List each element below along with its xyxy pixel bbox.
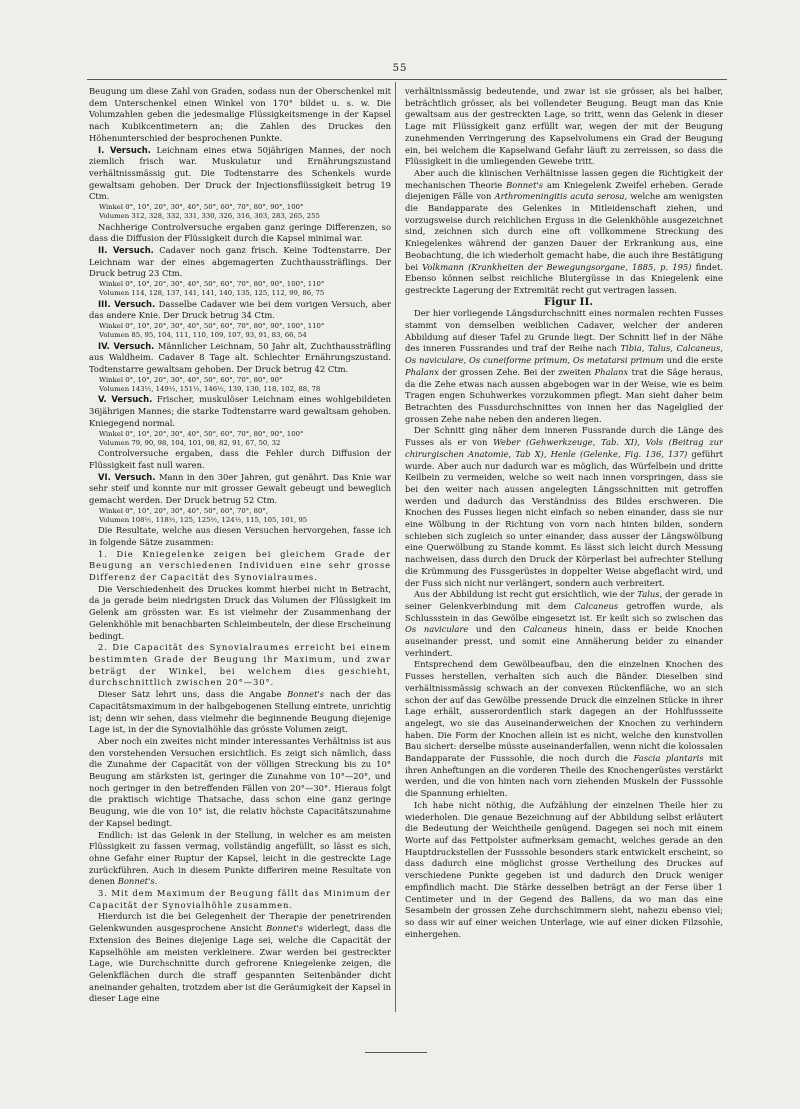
author-name: Bonnet's (287, 689, 325, 700)
data-row: Volumen 312, 328, 332, 331, 330, 326, 316, 303, 283, 265, 255 (99, 212, 320, 221)
figure-title: Figur II. (543, 295, 594, 308)
paragraph (405, 308, 723, 425)
experiment-text: Dasselbe Cadaver wie bei dem vorigen Versuch, aber das andere Knie. Der Druck betrug 34 Ctm. (89, 298, 391, 321)
paragraph: verhältnissmässig bedeutende, und zwar ist sie grösser, als bei halber, beträchtlich grösser, als bei vollendeter Beugung. Beugt man das Knie gewaltsam aus der gestreckten Lage, so tritt, wenn das Gelenk in dieser Lage mit Flüssigkeit ganz erfüllt war, wegen der mit der Beugung zunehmenden Verringerung des Kapselvolumens ein Grad der Beugung ein, bei welchem die Kapselwand Gefahr läuft zu zerreissen, so dass die Flüssigkeit in die umliegenden Gewebe tritt. (405, 86, 723, 167)
text-run: Der Schnitt ging näher dem inneren Fussrande durch die Länge des Fusses als er von (405, 425, 723, 448)
text-run: der grossen Zehe. Bei der zweiten (442, 366, 592, 377)
text-run: trat die Säge heraus, da die Zehe etwas nach aussen abgebogen war in der Weise, wie es beim Tragen engen Schuhwerkes vorzukommen pflegt. Man sieht daher beim Betrachten des Fussdurchschnittes von innen her das Nagelglied der grossen Zehe nahe neben den anderen liegen. (405, 366, 723, 424)
result-statement: 1. Die Kniegelenke zeigen bei gleichem Grade der Beugung an verschiedenen Individuen eine sehr grosse Differenz der Capacität des Synovialraumes. (89, 548, 391, 583)
term: Phalanx (594, 366, 629, 377)
data-row: Winkel 0°, 10°, 20°, 30°, 40°, 50°, 60°, 70°, 80°, 90°, 100°, 110° (99, 280, 325, 289)
text-run: findet. Ebenso können selbst reichliche Blutergüsse in das Kniegelenk eine gestreckte Lagerung der Extremität recht gut vertragen lassen. (405, 261, 723, 295)
term: Calcaneus (574, 600, 619, 611)
text-run: welche am wenigsten die Bandapparate des Gelenkes in Mitleidenschaft ziehen, und vorzugsweise durch reichlichen Erguss in die Gelenkhöhle ausgezeichnet sind, zeichnen sich durch eine oft vollkommene Streckung des Kniegelenkes während der ganzen Dauer der Erkrankung aus, eine Beobachtung, die ich wiederholt gemacht habe, die auch ihre Bestätigung bei (405, 191, 723, 272)
text-run: Der hier vorliegende Längsdurchschnitt eines normalen rechten Fusses stammt von demselben weiblichen Cadaver, welcher der anderen Abbildung auf dieser Tafel zu Grunde liegt. Der Schnitt lief in der Nähe des inneren Fussrandes und traf der Reihe nach (405, 308, 723, 354)
text-run: widerlegt, dass die Extension des Beines diejenige Lage sei, welche die Capacität der Kapselhöhle am meisten verkleinere. Zwar werden bei gestreckter Lage, wie Durchschnitte durch gefrorene Kniegelenke zeigen, die Gelenkflächen durch die straff gespannten Seitenbänder dicht aneinander gehalten, trotzdem aber ist die Geräumigkeit der Kapsel in dieser Lage eine (89, 923, 391, 1004)
data-row: Volumen 85, 95, 104, 111, 110, 109, 107, 93, 91, 83, 66, 54 (99, 331, 307, 340)
term: Phalanx (405, 366, 439, 377)
paragraph (89, 911, 391, 1005)
experiment-heading: III. Versuch. (98, 298, 156, 309)
paragraph (89, 689, 391, 736)
text-run: getroffen wurde, als Schlussstein in das Gewölbe eingesetzt ist. Er keilt sich so zwischen das (405, 600, 723, 623)
text-run: Dieser Satz lehrt uns, dass die Angabe (98, 689, 282, 700)
text-run: Entsprechend dem Gewölbeaufbau, den die einzelnen Knochen des Fusses herstellen, verhalten sich auch die Bänder. Dieselben sind verhältnissmässig schwach an der convexen Rückenfläche, wo an sich schon der auf das Gewölbe pressende Druck die einzelnen Stücke in ihrer Lage erhält, ausserordentlich stark dagegen an der Hohlfussseite angelegt, wo sie das Auseinanderweichen der Knochen zu verhindern haben. Die Form der Knochen allein ist es nicht, welche den kunstvollen Bau sichert: derselbe müsste auseinanderfallen, wenn nicht die kolossalen Bandapparate der Fusssohle, die noch durch die (405, 659, 723, 764)
text-run: Endlich: ist das Gelenk in der Stellung, in welcher es am meisten Flüssigkeit zu fassen vermag, vollständig angefüllt, so lässt es sich, ohne Gefahr einer Ruptur der Kapsel, leicht in die gestreckte Lage zurückführen. Auch in diesem Punkte differiren meine Resultate von denen (89, 829, 391, 887)
author-name: Bonnet's (266, 923, 304, 934)
paragraph: Beugung um diese Zahl von Graden, sodass nun der Oberschenkel mit dem Unterschenkel einen Winkel von 170° bildet u. s. w. Die Volumzahlen geben die jedesmalige Flüssigkeitsmenge in der Kapsel nach Kubikcentimetern an; die Zahlen des Druckes den Höhenunterschied der besprochenen Punkte. (89, 86, 391, 143)
experiment-3 (89, 299, 391, 322)
paragraph: Die Resultate, welche aus diesen Versuchen hervorgehen, fasse ich in folgende Sätze zusammen: (89, 525, 391, 547)
data-row: Volumen 143½, 149½, 151½, 146½, 139, 130, 118, 102, 88, 78 (99, 385, 321, 394)
author-name: Bonnet's. (117, 876, 158, 887)
paragraph: Nachherige Controlversuche ergaben ganz geringe Differenzen, so dass die Diffusion der Flüssigkeit durch die Kapsel minimal war. (89, 221, 391, 244)
text-run: am Kniegelenk Zweifel erheben. Gerade diejenigen Fälle von (405, 179, 723, 202)
data-row: Winkel 0°, 10°, 20°, 30°, 40°, 50°, 60°, 70°, 80°, 90°, 100° (99, 203, 304, 212)
paragraph: Die Verschiedenheit des Druckes kommt hierbei nicht in Betracht, da ja gerade beim niedrigsten Druck das Volumen der Flüssigkeit im Gelenk am grössten war. Es ist vielmehr der Zusammenhang der Gelenkhöhle mit benachbarten Schleimbeuteln, der diese Erscheinung bedingt. (89, 583, 391, 641)
text-run: geführt wurde. Aber auch nur dadurch war es möglich, das Würfelbein und dritte Keilbein zu vermeiden, welche so weit nach innen vorspringen, dass sie bei den weiter nach aussen angelegten Längsschnitten mit getroffen werden und dadurch das Verständniss des Bildes erschweren. Die Knochen des Fusses liegen nicht einfach so neben einander, dass sie nur eine Wölbung in der Richtung von vorn nach hinten bilden, sondern schieben sich zugleich so unter einander, dass ausser der Längswölbung eine Querwölbung zu Stande kommt. Es lässt sich leicht durch Messung nachweisen, dass durch den Druck der Körperlast bei aufrechter Stellung die Krümmung des Fussgerüstes in doppelter Weise abgeflacht wird, und der Fuss sich nicht nur verlängert, sondern auch verbreitert. (405, 448, 723, 588)
experiment-heading: II. Versuch. (98, 245, 154, 256)
left-column (89, 86, 391, 1016)
paragraph (405, 659, 723, 799)
text-run: mit ihren Anheftungen an die vorderen Theile des Knochengerüstes verstärkt werden, und die von hinten nach vorn ziehenden Muskeln der Fusssohle die Spannung erhielten. (405, 753, 723, 799)
text-run: hinein, dass er beide Knochen auseinander presst, und somit eine Annäherung beider zu einander verhindert. (405, 624, 723, 658)
experiment-4 (89, 341, 391, 376)
experiment-text: Mann in den 30er Jahren, gut genährt. Das Knie war sehr steif und konnte nur mit grosser Gewalt gebeugt und beweglich gemacht werden. Der Druck betrug 52 Ctm. (89, 471, 391, 505)
term: Fascia plantaris (633, 753, 704, 764)
paragraph (405, 425, 723, 589)
author-name: Bonnet's (506, 179, 544, 190)
paragraph (405, 168, 723, 297)
text-run: Hierdurch ist die bei Gelegenheit der Therapie der penetrirenden Gelenkwunden ausgesprochene Ansicht (89, 911, 391, 934)
footer-rule (365, 1052, 427, 1053)
paragraph (89, 830, 391, 889)
term: Calcaneus (523, 624, 568, 635)
text-run: der gerade in seiner Gelenkverbindung mit dem (405, 589, 723, 611)
text-run: Aber auch die klinischen Verhältnisse lassen gegen die Richtigkeit der mechanischen Theorie (405, 167, 723, 190)
term: Talus, (637, 589, 663, 600)
paragraph (405, 589, 723, 659)
data-row: Winkel 0°, 10°, 20°, 30°, 40°, 50°, 60°, 70°, 80°, 90°, 100° (99, 429, 304, 438)
term: Os naviculare (405, 624, 469, 635)
term: Tibia, Talus, Calcaneus, Os naviculare, Os cuneiforme primum, Os metatarsi primum (405, 343, 723, 366)
experiment-1 (89, 145, 391, 204)
page-number: 55 (392, 63, 408, 74)
column-divider (395, 82, 396, 1012)
text-run: und den (476, 624, 516, 635)
data-row: Winkel 0°, 10°, 20°, 30°, 40°, 50°, 60°, 70°, 80°, 90°, 100°, 110° (99, 322, 325, 331)
experiment-heading: VI. Versuch. (98, 471, 156, 482)
experiment-heading: I. Versuch. (98, 144, 151, 155)
text-run: nach der das Capacitätsmaximum in der halbgebogenen Stellung eintrete, unrichtig ist; denn wir sehen, dass vielmehr die beginnende Beugung diejenige Lage ist, in der die Synovialhöhle das grösste Volumen zeigt. (89, 689, 391, 735)
experiment-text: Frischer, muskulöser Leichnam eines wohlgebildeten 36jährigen Mannes; die starke Todtenstarre ward gewaltsam gehoben. Kniegegend normal. (89, 394, 391, 428)
result-statement: 2. Die Capacität des Synovialraumes erreicht bei einem bestimmten Grade der Beugung ihr Maximum, und zwar beträgt der Winkel, bei welchem dies geschieht, durchschnittlich zwischen 20°—30°. (89, 642, 391, 688)
experiment-text: Leichnam eines etwa 50jährigen Mannes, der noch ziemlich frisch war. Muskulatur und Ernährungszustand verhältnissmässig gut. Die Todtenstarre des Schenkels wurde gewaltsam gehoben. Der Druck der Injectionsflüssigkeit betrug 19 Ctm. (89, 144, 391, 202)
right-column (405, 86, 723, 1016)
experiment-heading: V. Versuch. (98, 394, 153, 405)
term: Arthromeningitis acuta serosa, (494, 191, 628, 202)
data-row: Volumen 108½, 118½, 125, 125½, 124½, 115, 105, 101, 95 (99, 515, 308, 524)
text-run: und die erste (666, 355, 723, 366)
citation: Weber (Gehwerkzeuge, Tab. XI), Vols (Beitrag zur chirurgischen Anatomie, Tab X), Henle (Gelenke, Fig. 136, 137) (405, 437, 723, 459)
experiment-text: Cadaver noch ganz frisch. Keine Todtenstarre. Der Leichnam war der eines abgemagerten Zuchthaussträflings. Der Druck betrug 23 Ctm. (89, 245, 391, 279)
experiment-6 (89, 472, 391, 507)
experiment-5 (89, 394, 391, 429)
data-row: Volumen 79, 90, 98, 104, 101, 98, 82, 91, 67, 50, 32 (99, 438, 281, 447)
text-run: Aus der Abbildung ist recht gut ersichtlich, wie der (414, 589, 635, 600)
data-row: Winkel 0°, 10°, 20°, 30°, 40°, 50°, 60°, 70°, 80°, 90° (99, 375, 283, 384)
experiment-text: Männlicher Leichnam, 50 Jahr alt, Zuchthaussträfling aus Waldheim. Cadaver 8 Tage alt. Schlechter Ernährungszustand. Todtenstarre gewaltsam gehoben. Der Druck betrug 42 Ctm. (89, 340, 391, 375)
result-statement: 3. Mit dem Maximum der Beugung fällt das Minimum der Capacität der Synovialhöhle zusammen. (89, 888, 391, 910)
experiment-2 (89, 245, 391, 280)
header-rule (87, 79, 727, 80)
paragraph: Aber noch ein zweites nicht minder interessantes Verhältniss ist aus den vorstehenden Versuchen ersichtlich. Es zeigt sich nämlich, dass die Zunahme der Capacität von der völligen Streckung bis zu 10° Beugung am stärksten ist, geringer die Zunahme von 10°—20°, und noch geringer in den betreffenden Fällen von 20°—30°. Hieraus folgt die praktisch wichtige Thatsache, dass schon eine ganz geringe Beugung, wie die von 10° ist, die relativ höchste Capacitätszunahme der Kapsel bedingt. (89, 735, 391, 828)
citation: Volkmann (Krankheiten der Bewegungsorgane, 1885, p. 195) (422, 261, 692, 272)
experiment-heading: IV. Versuch. (98, 340, 155, 351)
paragraph: Controlversuche ergaben, dass die Fehler durch Diffusion der Flüssigkeit fast null waren. (89, 448, 391, 470)
data-row: Volumen 114, 128, 137, 141, 141, 140, 135, 125, 112, 99, 86, 75 (99, 289, 325, 298)
data-row: Winkel 0°, 10°, 20°, 30°, 40°, 50°, 60°, 70°, 80°, (99, 506, 269, 515)
paragraph: Ich habe nicht nöthig, die Aufzählung der einzelnen Theile hier zu wiederholen. Die genaue Bezeichnung auf der Abbildung selbst erläutert die Bedeutung der Weichtheile genügend. Dagegen sei noch mit einem Worte auf das Fettpolster aufmerksam gemacht, welches gerade an den Hauptdruckstellen der Fusssohle besonders stark entwickelt erscheint, so dass dadurch eine möglichst grosse Vertheilung des Druckes auf verschiedene Punkte gegeben ist und dadurch den Druck weniger empfindlich macht. Die Stärke desselben beträgt an der Ferse über 1 Centimeter und in der Gegend des Ballens, da wo man das eine Sesambein der grossen Zehe durchschimmern sieht, nahezu ebenso viel; so dass wir auf einer weichen Unterlage, wie auf einer dicken Filzsohle, einhergehen. (405, 799, 723, 939)
